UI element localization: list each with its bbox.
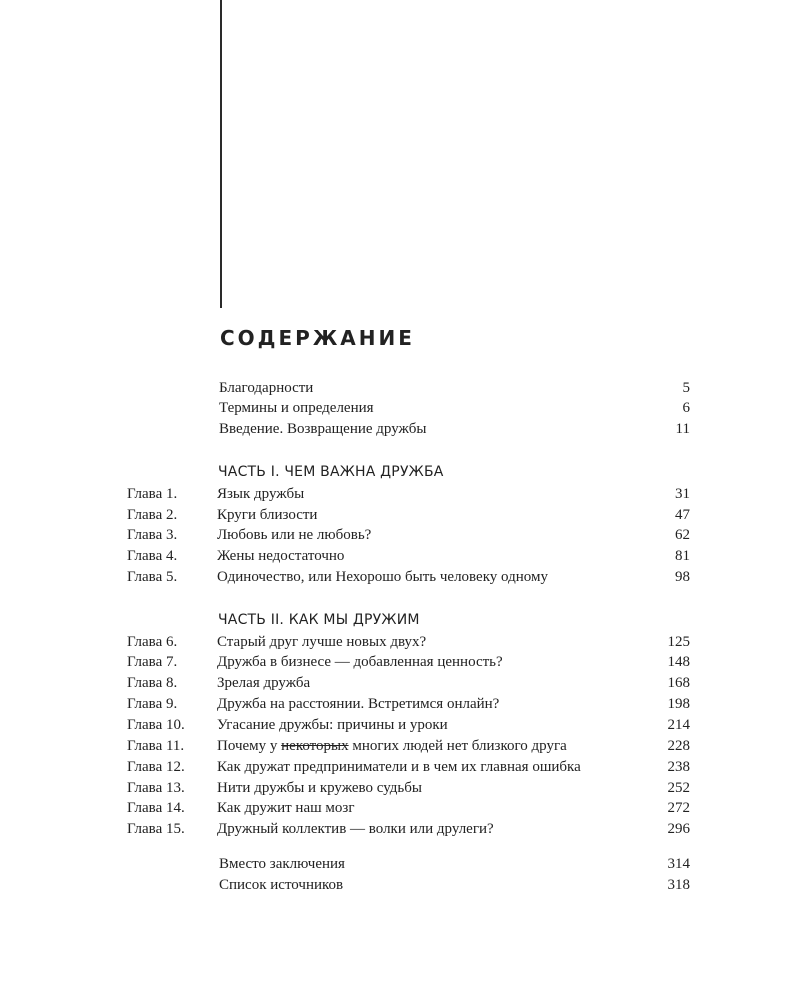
chapter-label: Глава 6. [127, 634, 178, 650]
entry-title: Благодарности [219, 380, 314, 396]
chapter-title: Зрелая дружба [217, 675, 311, 691]
entry-page: 11 [675, 421, 690, 437]
chapter-title: Язык дружбы [217, 486, 305, 502]
part-2-title: ЧАСТЬ II. КАК МЫ ДРУЖИМ [218, 612, 420, 628]
chapter-title: Дружный коллектив — волки или друлеги? [217, 821, 494, 837]
entry-title: Введение. Возвращение дружбы [219, 421, 427, 437]
chapter-label: Глава 5. [127, 569, 178, 585]
chapter-label: Глава 10. [127, 717, 185, 733]
toc-title: СОДЕРЖАНИЕ [220, 326, 415, 350]
chapter-title: Как дружит наш мозг [217, 800, 355, 816]
chapter-label: Глава 3. [127, 527, 178, 543]
toc-chapter-14 [127, 798, 690, 818]
chapter-label: Глава 13. [127, 780, 185, 796]
chapter-page: 252 [667, 780, 690, 796]
toc-chapter-11 [127, 736, 690, 756]
struck-word: некоторых [281, 738, 349, 754]
chapter-title: Нити дружбы и кружево судьбы [217, 780, 422, 796]
chapter-label: Глава 15. [127, 821, 185, 837]
chapter-page: 272 [667, 800, 690, 816]
entry-title: Список источников [219, 877, 344, 893]
chapter-label: Глава 7. [127, 654, 178, 670]
toc-entry-sources [219, 875, 690, 895]
chapter-label: Глава 11. [127, 738, 185, 754]
chapter-title [217, 736, 567, 756]
toc-chapter-15 [127, 819, 690, 839]
entry-page: 314 [667, 856, 690, 872]
chapter-label: Глава 9. [127, 696, 178, 712]
entry-title: Вместо заключения [219, 856, 345, 872]
chapter-page: 214 [667, 717, 690, 733]
chapter-page: 125 [667, 634, 690, 650]
entry-page: 5 [682, 380, 690, 396]
chapter-label: Глава 8. [127, 675, 178, 691]
toc-entry-terms [219, 398, 690, 418]
chapter-page: 296 [667, 821, 690, 837]
toc-chapter-2 [127, 505, 690, 525]
toc-chapter-8 [127, 673, 690, 693]
entry-page: 6 [682, 400, 690, 416]
chapter-page: 168 [667, 675, 690, 691]
chapter-title: Дружба на расстоянии. Встретимся онлайн? [217, 696, 500, 712]
chapter-label: Глава 4. [127, 548, 178, 564]
chapter-title: Любовь или не любовь? [217, 527, 372, 543]
toc-chapter-10 [127, 715, 690, 735]
chapter-title: Дружба в бизнесе — добавленная ценность? [217, 654, 503, 670]
chapter-page: 198 [667, 696, 690, 712]
chapter-page: 31 [675, 486, 690, 502]
toc-entry-conclusion [219, 854, 690, 874]
toc-chapter-5 [127, 567, 690, 587]
toc-chapter-13 [127, 778, 690, 798]
chapter-title: Как дружат предприниматели и в чем их главная ошибка [217, 759, 581, 775]
toc-chapter-7 [127, 652, 690, 672]
toc-entry-acknowledgements [219, 378, 690, 398]
entry-page: 318 [667, 877, 690, 893]
chapter-title: Старый друг лучше новых двух? [217, 634, 427, 650]
vertical-rule [220, 0, 222, 308]
chapter-page: 148 [667, 654, 690, 670]
chapter-title: Круги близости [217, 507, 318, 523]
chapter-title: Жены недостаточно [217, 548, 345, 564]
toc-chapter-12 [127, 757, 690, 777]
toc-chapter-6 [127, 632, 690, 652]
toc-chapter-3 [127, 525, 690, 545]
toc-chapter-9 [127, 694, 690, 714]
chapter-page: 238 [667, 759, 690, 775]
toc-chapter-1 [127, 484, 690, 504]
chapter-title-start: Почему у [217, 738, 282, 754]
chapter-title: Одиночество, или Нехорошо быть человеку одному [217, 569, 548, 585]
toc-entry-introduction [219, 419, 690, 439]
chapter-title: Угасание дружбы: причины и уроки [217, 717, 448, 733]
chapter-page: 228 [667, 738, 690, 754]
chapter-label: Глава 12. [127, 759, 185, 775]
chapter-label: Глава 2. [127, 507, 178, 523]
chapter-label: Глава 14. [127, 800, 185, 816]
chapter-page: 81 [675, 548, 690, 564]
chapter-page: 62 [675, 527, 690, 543]
part-1-title: ЧАСТЬ I. ЧЕМ ВАЖНА ДРУЖБА [218, 464, 444, 480]
entry-title: Термины и определения [219, 400, 374, 416]
chapter-page: 98 [675, 569, 690, 585]
chapter-label: Глава 1. [127, 486, 178, 502]
toc-chapter-4 [127, 546, 690, 566]
chapter-page: 47 [675, 507, 690, 523]
chapter-title-end: многих людей нет близкого друга [348, 738, 567, 754]
